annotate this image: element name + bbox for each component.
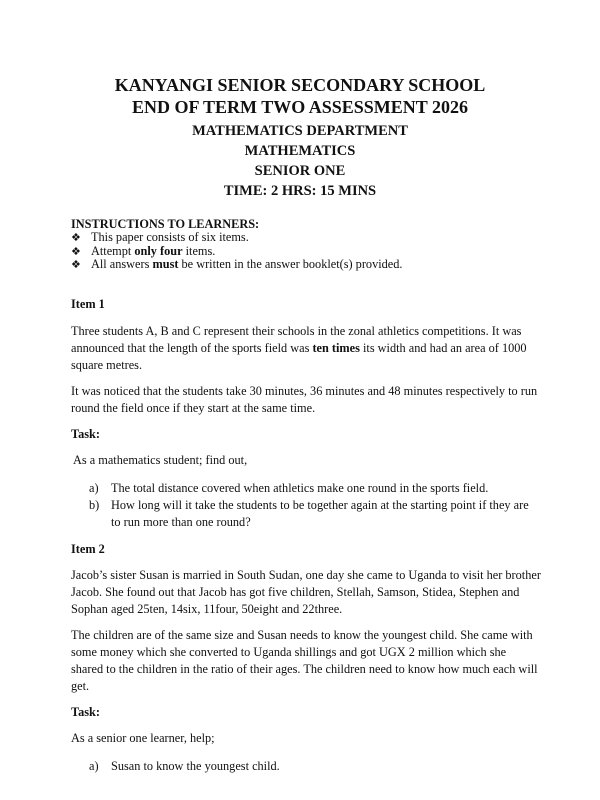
task-item: b) How long will it take the students to be together again at the starting point if they are to run more than one round? xyxy=(89,497,529,529)
item-1-task-label: Task: xyxy=(71,426,100,441)
class-name: SENIOR ONE xyxy=(254,163,346,179)
subject-name: MATHEMATICS xyxy=(244,143,356,159)
instruction-item: ❖ Attempt only four items. xyxy=(71,243,216,258)
diamond-bullet-icon: ❖ xyxy=(71,231,81,244)
item-2-paragraph-2: The children are of the same size and Susan needs to know the youngest child. She came with some money which she converted to Uganda shillings and got UGX 2 million which she shared to the children in the ratio of their ages. The children need to know how much each will get. xyxy=(71,627,538,693)
item-2-paragraph-1: Jacob’s sister Susan is married in South Sudan, one day she came to Uganda to visit her brother Jacob. She found out that Jacob has got five children, Stellah, Samson, Stidea, Stephen and Sophan aged 25ten, 14six, 11four, 50eight and 22three. xyxy=(71,567,541,616)
item-2-task-intro: As a senior one learner, help; xyxy=(71,730,215,745)
task-item: a) Susan to know the youngest child. xyxy=(89,758,280,773)
item-1-title: Item 1 xyxy=(71,296,105,311)
instructions-title: INSTRUCTIONS TO LEARNERS: xyxy=(71,217,260,231)
diamond-bullet-icon: ❖ xyxy=(71,244,81,258)
department-name: MATHEMATICS DEPARTMENT xyxy=(192,123,408,139)
time-allowed: TIME: 2 HRS: 15 MINS xyxy=(223,183,377,199)
diamond-bullet-icon: ❖ xyxy=(71,258,81,271)
instructions-list xyxy=(71,231,541,272)
item-1-task-intro: As a mathematics student; find out, xyxy=(73,452,248,467)
item-1-task-list xyxy=(89,480,541,531)
item-1-paragraph-1: Three students A, B and C represent their schools in the zonal athletics competitions. It was announced that the length of the sports field was ten times its width and had an area of 1000 square metres. xyxy=(71,323,527,372)
assessment-title: END OF TERM TWO ASSESSMENT 2026 xyxy=(132,97,468,117)
instruction-item: ❖ All answers must be written in the answer booklet(s) provided. xyxy=(71,257,403,271)
school-name: KANYANGI SENIOR SECONDARY SCHOOL xyxy=(114,75,486,95)
item-1-paragraph-2: It was noticed that the students take 30 minutes, 36 minutes and 48 minutes respectively to run round the field once if they start at the same time. xyxy=(71,383,538,415)
exam-body xyxy=(71,217,541,775)
task-item: a) The total distance covered when athletics make one round in the sports field. xyxy=(89,480,489,495)
item-2-task-label: Task: xyxy=(71,704,100,719)
exam-header xyxy=(0,74,600,201)
item-2-title: Item 2 xyxy=(71,541,105,556)
item-2-task-list xyxy=(89,758,541,775)
instruction-item: ❖ This paper consists of six items. xyxy=(71,230,249,244)
